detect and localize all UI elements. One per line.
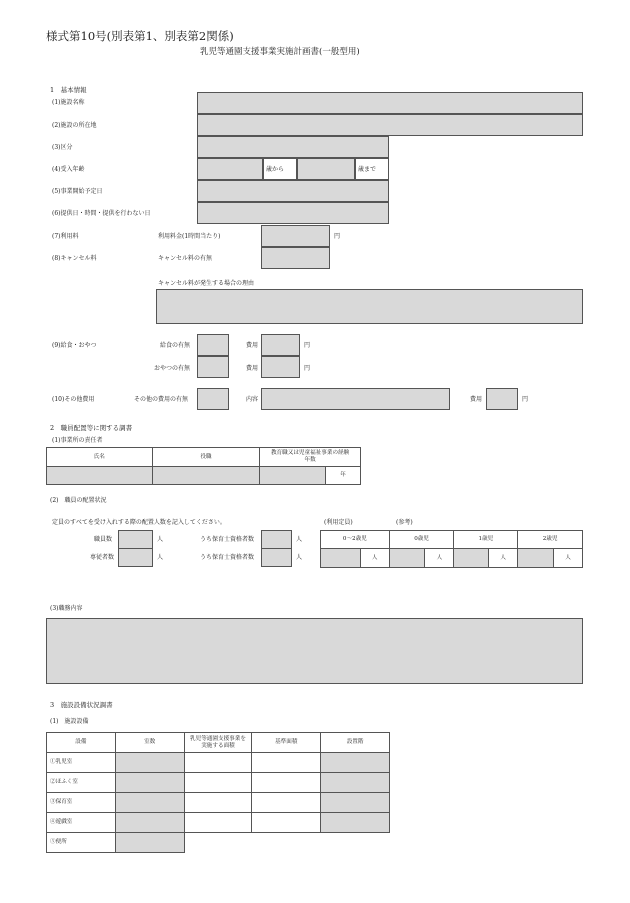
manager-name-field[interactable] — [47, 467, 153, 485]
duties-label: (3)職務内容 — [50, 605, 83, 612]
staff-qualified-label: うち保育士資格者数 — [200, 536, 255, 543]
age-from-field[interactable] — [197, 158, 263, 180]
service-days-field[interactable] — [197, 202, 389, 224]
room-name: ④遊戯室 — [47, 813, 116, 833]
age-to-cell — [355, 158, 389, 180]
table-row — [47, 753, 390, 773]
room-area-field[interactable] — [184, 793, 252, 813]
fulltime-qualified-unit: 人 — [296, 554, 303, 561]
age-capacity-cell — [389, 549, 454, 568]
room-area-field[interactable] — [184, 753, 252, 773]
reference-label: (参考) — [396, 519, 413, 526]
meal-has-field[interactable] — [197, 334, 229, 356]
meal-has-label: 給食の有無 — [160, 342, 191, 349]
room-count-field[interactable] — [115, 813, 184, 833]
room-floor-field[interactable] — [321, 773, 390, 793]
room-count-field[interactable] — [115, 793, 184, 813]
staffing-note: 定員のすべてを受け入れする際の配置人数を記入してください。 — [52, 519, 226, 526]
service-days-label: (6)提供日・時間・提供を行わない日 — [52, 210, 151, 217]
start-date-label: (5)事業開始予定日 — [52, 188, 103, 195]
other-cost-field[interactable] — [486, 388, 518, 410]
room-count-field[interactable] — [115, 773, 184, 793]
staff-count-unit: 人 — [157, 536, 164, 543]
facility-name-field[interactable] — [197, 92, 583, 114]
facility-address-label: (2)施設の所在地 — [52, 122, 97, 129]
age-range-label: (4)受入年齢 — [52, 166, 85, 173]
room-name: ①乳児室 — [47, 753, 116, 773]
age-group-header: 1歳児 — [454, 531, 518, 549]
other-content-field[interactable] — [261, 388, 450, 410]
room-area-field[interactable] — [184, 773, 252, 793]
capacity-label: (利用定員) — [324, 519, 353, 526]
room-standard-field[interactable] — [252, 753, 321, 773]
staff-count-label: 職員数 — [94, 536, 113, 543]
table-row — [47, 833, 390, 853]
snack-cost-yen: 円 — [304, 365, 311, 372]
age-capacity-field[interactable] — [321, 549, 361, 567]
cancel-reason-field[interactable] — [156, 289, 583, 324]
age-capacity-field[interactable] — [518, 549, 554, 567]
equipment-label: (1) 施設設備 — [50, 718, 89, 725]
table-row — [47, 773, 390, 793]
person-unit: 人 — [565, 555, 571, 561]
fulltime-count-field[interactable] — [118, 548, 153, 567]
cancel-reason-label: キャンセル料が発生する場合の理由 — [158, 280, 255, 287]
equip-header: 基準面積 — [252, 733, 321, 753]
table-row — [47, 793, 390, 813]
facility-name-label: (1)施設名称 — [52, 99, 85, 106]
age-capacity-field[interactable] — [390, 549, 426, 567]
person-unit: 人 — [500, 555, 507, 561]
manager-experience-field[interactable] — [260, 467, 326, 484]
fee-field[interactable] — [261, 225, 330, 247]
manager-experience-cell — [260, 467, 361, 485]
room-count-field[interactable] — [115, 833, 184, 853]
manager-header-experience: 教育職又は児童福祉事業の経験年数 — [260, 448, 361, 467]
start-date-field[interactable] — [197, 180, 389, 202]
document-title: 乳児等通園支援事業実施計画書(一般型用) — [200, 47, 360, 57]
cancel-has-label: キャンセル料の有無 — [158, 255, 213, 262]
other-has-field[interactable] — [197, 388, 229, 410]
fulltime-count-unit: 人 — [157, 554, 164, 561]
room-standard-field[interactable] — [252, 773, 321, 793]
table-row — [47, 813, 390, 833]
meal-cost-label: 費用 — [246, 342, 259, 349]
duties-field[interactable] — [46, 618, 583, 684]
meal-cost-yen: 円 — [304, 342, 311, 349]
other-costs-label: (10)その他費用 — [52, 396, 95, 403]
manager-years-unit: 年 — [340, 472, 346, 478]
fulltime-qualified-label: うち保育士資格者数 — [200, 554, 255, 561]
age-from-suffix: 歳から — [266, 166, 285, 173]
section-1-heading: 1 基本情報 — [50, 86, 87, 94]
age-to-field[interactable] — [297, 158, 355, 180]
manager-label: (1)事業所の責任者 — [52, 437, 103, 444]
room-standard-field[interactable] — [252, 793, 321, 813]
category-label: (3)区分 — [52, 144, 73, 151]
section-3-heading: 3 施設設備状況調書 — [50, 701, 113, 709]
staffing-label: (2) 職員の配置状況 — [50, 497, 107, 504]
equip-header: 設備 — [47, 733, 116, 753]
meals-label: (9)給食・おやつ — [52, 342, 97, 349]
equip-header: 設置階 — [321, 733, 390, 753]
manager-position-field[interactable] — [152, 467, 260, 485]
room-name: ⑤便所 — [47, 833, 116, 853]
category-field[interactable] — [197, 136, 389, 158]
age-capacity-cell — [518, 549, 583, 568]
snack-cost-field[interactable] — [261, 356, 300, 378]
other-has-label: その他の費用の有無 — [134, 396, 189, 403]
room-count-field[interactable] — [115, 753, 184, 773]
age-group-header: 0～2歳児 — [321, 531, 390, 549]
room-standard-field[interactable] — [252, 813, 321, 833]
cancel-has-field[interactable] — [261, 247, 330, 269]
staff-count-field[interactable] — [118, 530, 153, 549]
age-group-header: 0歳児 — [389, 531, 454, 549]
snack-cost-label: 費用 — [246, 365, 259, 372]
age-from-cell — [263, 158, 297, 180]
meal-cost-field[interactable] — [261, 334, 300, 356]
age-to-suffix: 歳まで — [358, 166, 377, 173]
staff-qualified-unit: 人 — [296, 536, 303, 543]
room-floor-field[interactable] — [321, 813, 390, 833]
age-capacity-cell — [454, 549, 518, 568]
equip-header: 乳児等通園支援事業を実施する面積 — [184, 733, 252, 753]
snack-has-field[interactable] — [197, 356, 229, 378]
equip-header: 室数 — [115, 733, 184, 753]
other-cost-yen: 円 — [522, 396, 529, 403]
manager-table — [46, 447, 361, 485]
room-area-field[interactable] — [184, 813, 252, 833]
room-floor-field[interactable] — [321, 793, 390, 813]
cancel-fee-label: (8)キャンセル料 — [52, 255, 97, 262]
section-2-heading: 2 職員配置等に関する調書 — [50, 424, 133, 432]
staff-qualified-field[interactable] — [261, 530, 292, 549]
fee-label: (7)利用料 — [52, 233, 79, 240]
other-content-label: 内容 — [246, 396, 259, 403]
fulltime-qualified-field[interactable] — [261, 548, 292, 567]
fee-yen: 円 — [334, 233, 341, 240]
room-floor-field[interactable] — [321, 753, 390, 773]
manager-header-name: 氏名 — [47, 448, 153, 467]
fee-per-hour-label: 利用料金(1時間当たり) — [158, 233, 221, 240]
person-unit: 人 — [436, 555, 443, 561]
facility-address-field[interactable] — [197, 114, 583, 136]
equipment-table — [46, 732, 390, 853]
room-name: ③保育室 — [47, 793, 116, 813]
manager-header-position: 役職 — [152, 448, 260, 467]
other-cost-label: 費用 — [470, 396, 483, 403]
age-group-header: 2歳児 — [518, 531, 583, 549]
age-capacity-cell — [321, 549, 390, 568]
age-capacity-field[interactable] — [454, 549, 489, 567]
age-capacity-table — [320, 530, 583, 568]
snack-has-label: おやつの有無 — [154, 365, 191, 372]
person-unit: 人 — [371, 555, 378, 561]
room-name: ②ほふく室 — [47, 773, 116, 793]
form-number: 様式第10号(別表第1、別表第2関係) — [46, 29, 234, 43]
fulltime-count-label: 専従者数 — [90, 554, 115, 561]
